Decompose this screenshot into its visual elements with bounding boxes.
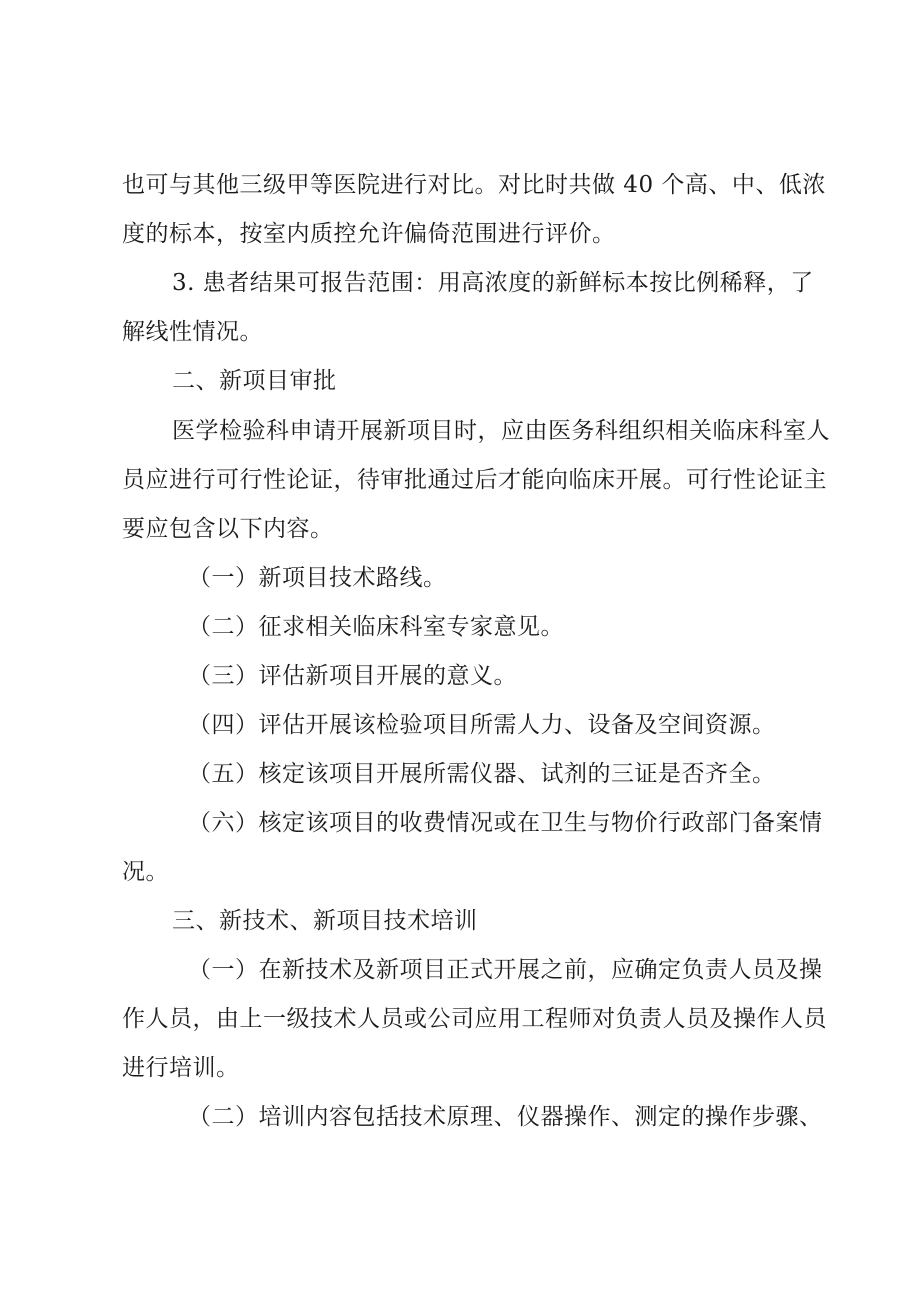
list-item: （二）征求相关临床科室专家意见。 <box>188 614 564 640</box>
section-heading: 二、新项目审批 <box>172 368 337 394</box>
list-item: （二）培训内容包括技术原理、仪器操作、测定的操作步骤、 <box>188 1104 823 1130</box>
text-line: 解线性情况。 <box>122 319 263 345</box>
text-line: 进行培训。 <box>122 1055 240 1081</box>
list-item: （三）评估新项目开展的意义。 <box>188 663 517 689</box>
text-line: 况。 <box>122 859 169 885</box>
text-line: 度的标本，按室内质控允许偏倚范围进行评价。 <box>122 221 616 247</box>
text-line: 3. 患者结果可报告范围：用高浓度的新鲜标本按比例稀释，了 <box>172 270 814 296</box>
text-line: 医学检验科申请开展新项目时，应由医务科组织相关临床科室人 <box>172 418 830 444</box>
list-item: （一）新项目技术路线。 <box>188 565 447 591</box>
list-item: （一）在新技术及新项目正式开展之前，应确定负责人员及操 <box>188 957 823 983</box>
text-line: 要应包含以下内容。 <box>122 516 334 542</box>
list-item: （五）核定该项目开展所需仪器、试剂的三证是否齐全。 <box>188 761 776 787</box>
text-line: 作人员，由上一级技术人员或公司应用工程师对负责人员及操作人员 <box>122 1006 827 1032</box>
section-heading: 三、新技术、新项目技术培训 <box>172 908 478 934</box>
list-item: （六）核定该项目的收费情况或在卫生与物价行政部门备案情 <box>188 810 823 836</box>
list-item: （四）评估开展该检验项目所需人力、设备及空间资源。 <box>188 712 776 738</box>
text-line: 员应进行可行性论证，待审批通过后才能向临床开展。可行性论证主 <box>122 467 827 493</box>
text-line: 也可与其他三级甲等医院进行对比。对比时共做 40 个高、中、低浓 <box>122 172 826 198</box>
